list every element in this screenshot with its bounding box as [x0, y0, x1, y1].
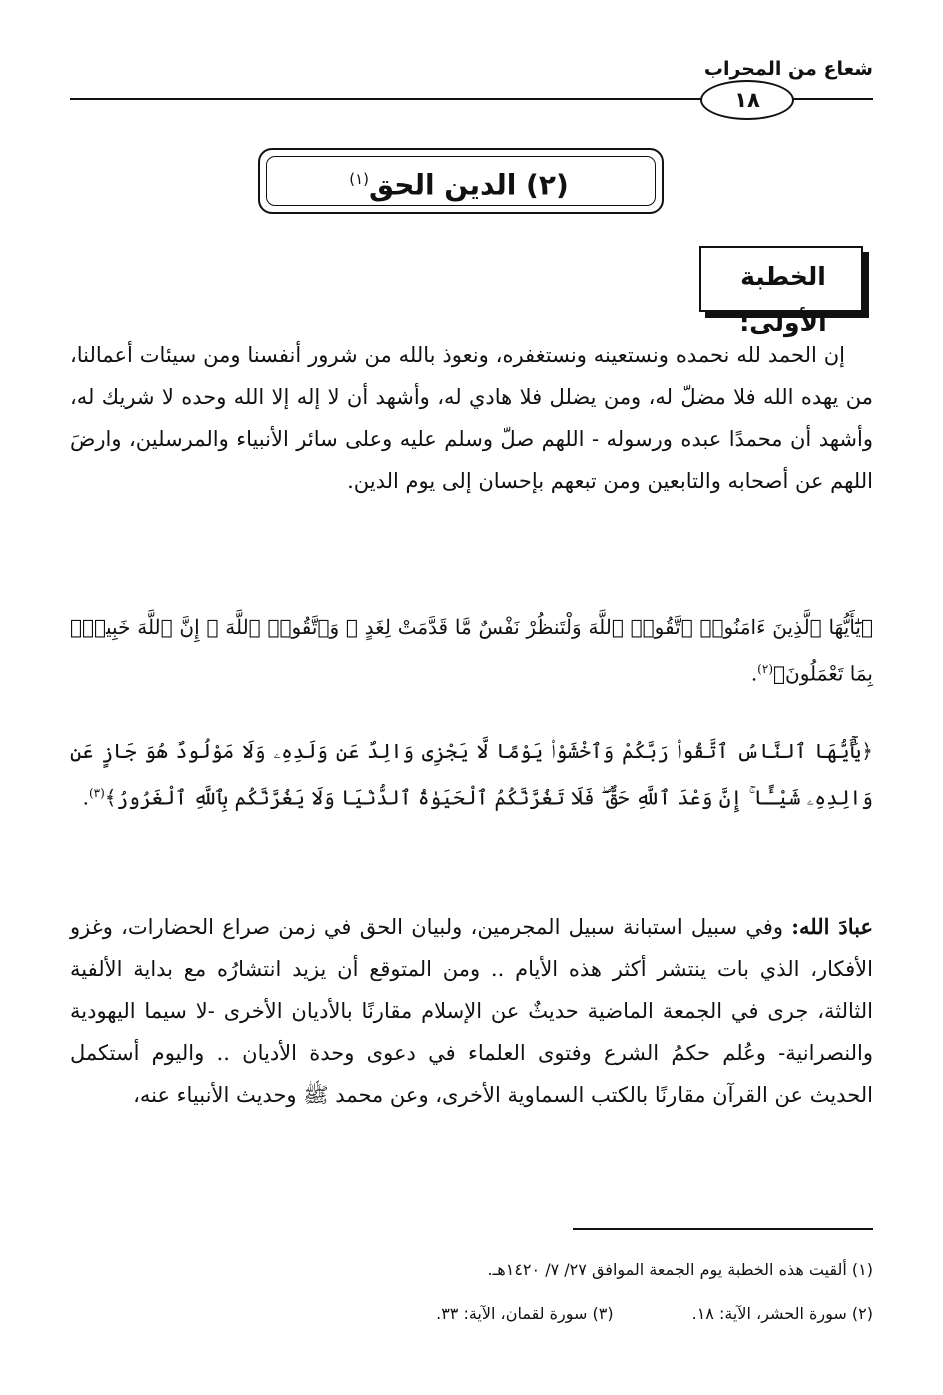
section-heading: الخطبة الأولى:	[739, 262, 827, 337]
ayah-luqman-ref: (٣)	[88, 786, 105, 800]
ayah-luqman: ﴿يَٰٓأَيُّهَا ٱلنَّاسُ ٱتَّقُوا۟ رَبَّكُمْ وَٱخْشَوْا۟ يَوْمًا لَّا يَجْزِى وَالِدٌ عَن وَلَدِهِۦ وَلَا مَوْلُودٌ هُوَ جَازٍ عَن وَالِدِهِۦ شَيْـًٔا ۚ إِنَّ وَعْدَ ٱللَّهِ حَقٌّ ۖ فَلَا تَغُرَّنَّكُمُ ٱلْحَيَوٰةُ ٱلدُّنْيَا وَلَا يَغُرَّنَّكُم بِٱللَّهِ ٱلْغَرُورُ﴾$^{(٣)}$.	[70, 739, 873, 810]
footnote-rule	[573, 1228, 873, 1230]
footnotes	[70, 1248, 873, 1336]
running-header-title: شعاع من المحراب	[703, 58, 873, 80]
ayah-luqman-text: ﴿يَٰٓأَيُّهَا ٱلنَّاسُ ٱتَّقُوا۟ رَبَّكُمْ وَٱخْشَوْا۟ يَوْمًا لَّا يَجْزِى وَالِدٌ عَن وَلَدِهِۦ وَلَا مَوْلُودٌ هُوَ جَازٍ عَن وَالِدِهِۦ شَيْـًٔا ۚ إِنَّ وَعْدَ ٱللَّهِ حَقٌّ ۖ فَلَا تَغُرَّنَّكُمُ ٱلْحَيَوٰةُ ٱلدُّنْيَا وَلَا يَغُرَّنَّكُم بِٱللَّهِ ٱلْغَرُورُ﴾	[70, 739, 873, 810]
footnote-1: (١) ألقيت هذه الخطبة يوم الجمعة الموافق ٢٧/ ٧/ ١٤٢٠هـ.	[487, 1260, 873, 1279]
footnote-3: (٣) سورة لقمان، الآية: ٣٣.	[436, 1304, 614, 1323]
ayah-hashr-text: ﴿يَٰٓأَيُّهَا ٱلَّذِينَ ءَامَنُوا۟ ٱتَّقُوا۟ ٱللَّهَ وَلْتَنظُرْ نَفْسٌ مَّا قَدَّمَتْ لِغَدٍ ۖ وَٱتَّقُوا۟ ٱللَّهَ ۚ إِنَّ ٱللَّهَ خَبِيرٌۢ بِمَا تَعْمَلُونَ﴾	[70, 615, 873, 686]
opening-paragraph: إن الحمد لله نحمده ونستعينه ونستغفره، ونعوذ بالله من شرور أنفسنا ومن سيئات أعمالنا، من يهده الله فلا مضلّ له، ومن يضلل فلا هادي له، وأشهد أن لا إله إلا الله وحده لا شريك له، وأشهد أن محمدًا عبده ورسوله - اللهم صلّ وسلم عليه وعلى سائر الأنبياء والمرسلين، وارضَ اللهم عن أصحابه والتابعين ومن تبعهم بإحسان إلى يوم الدين.	[70, 343, 873, 493]
chapter-title	[258, 156, 660, 208]
address-lead: عبادَ الله:	[791, 914, 873, 939]
second-paragraph-text: وفي سبيل استبانة سبيل المجرمين، ولبيان الحق في زمن صراع الحضارات، وغزو الأفكار، الذي بات ينتشر أكثر هذه الأيام .. ومن المتوقع أن يزيد انتشارُه مع بداية الألفية الثالثة، جرى في الجمعة الماضية حديثٌ عن الإسلام مقارنًا بالأديان الأخرى -لا سيما اليهودية والنصرانية- وعُلم حكمُ الشرع وفتوى العلماء في دعوى وحدة الأديان .. واليوم أستكمل الحديث عن القرآن مقارنًا بالكتب السماوية الأخرى، وعن محمد ﷺ وحديث الأنبياء عنه،	[70, 915, 873, 1107]
second-paragraph	[70, 906, 873, 1116]
footnote-2: (٢) سورة الحشر، الآية: ١٨.	[691, 1304, 873, 1323]
ayah-hashr: ﴿يَٰٓأَيُّهَا ٱلَّذِينَ ءَامَنُوا۟ ٱتَّقُوا۟ ٱللَّهَ وَلْتَنظُرْ نَفْسٌ مَّا قَدَّمَتْ لِغَدٍ ۖ وَٱتَّقُوا۟ ٱللَّهَ ۚ إِنَّ ٱللَّهَ خَبِيرٌۢ بِمَا تَعْمَلُونَ﴾$^{(٢)}$.	[70, 615, 873, 686]
footnote-row-2	[70, 1292, 873, 1336]
chapter-title-text: (٢) الدين الحق	[369, 168, 569, 202]
page-number: ١٨	[700, 80, 794, 120]
ayah-hashr-ref: (٢)	[757, 662, 773, 676]
chapter-footnote-ref: (١)	[349, 170, 370, 188]
